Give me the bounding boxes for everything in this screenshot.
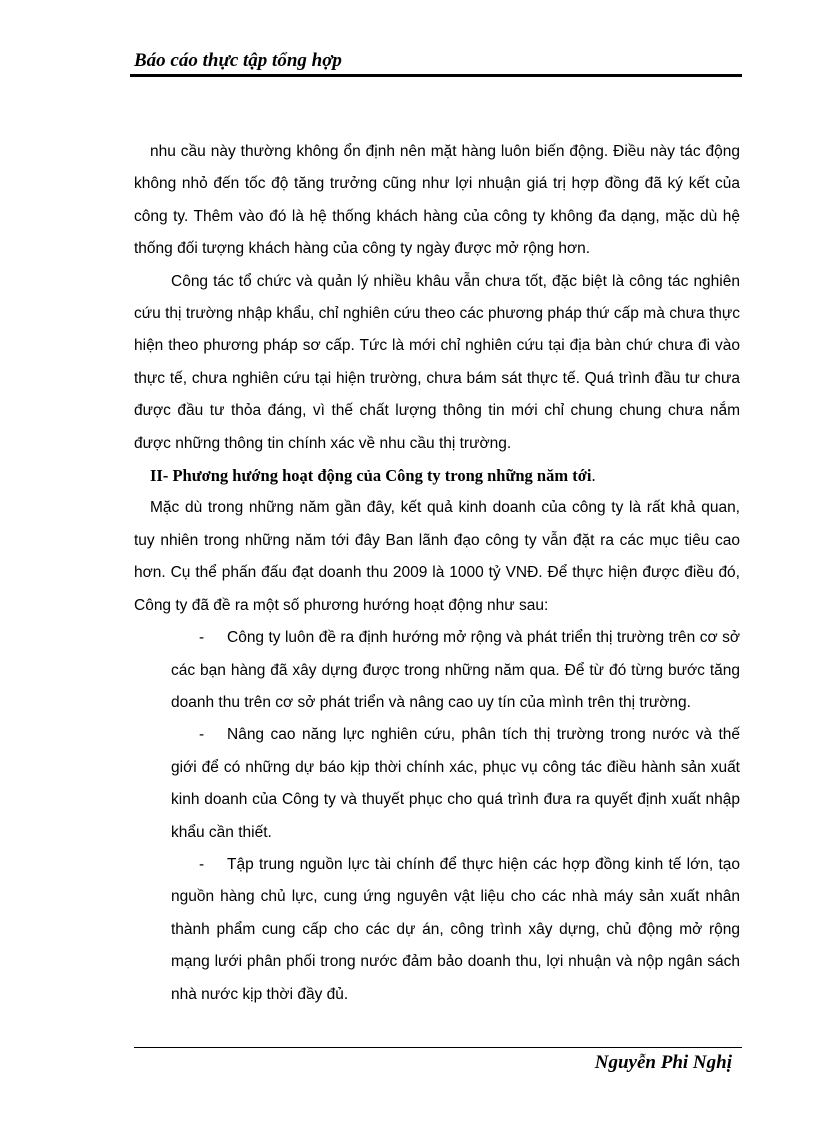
list-item-text: Nâng cao năng lực nghiên cứu, phân tích thị trường trong nước và thế giới để có những dự báo kịp thời chính xác, phục vụ công tác điều hành sản xuất kinh doanh của Công ty và thuyết phục cho quá trình đưa ra quyết định xuất nhập khẩu cần thiết. (171, 726, 740, 841)
bullet-dash: - (199, 629, 205, 647)
footer-divider (134, 1047, 742, 1048)
page-header-title: Báo cáo thực tập tổng hợp (134, 50, 342, 71)
section-heading (134, 460, 740, 492)
paragraph-organization-issues: Công tác tổ chức và quản lý nhiều khâu vẫn chưa tốt, đặc biệt là công tác nghiên cứu thị trường nhập khẩu, chỉ nghiên cứu theo các phương pháp thứ cấp mà chưa thực hiện theo phương pháp sơ cấp. Tức là mới chỉ nghiên cứu tại địa bàn chứ chưa đi vào thực tế, chưa nghiên cứu tại hiện trường, chưa bám sát thực tế. Quá trình đầu tư chưa được đầu tư thỏa đáng, vì thế chất lượng thông tin mới chỉ chung chung chưa nắm được những thông tin chính xác về nhu cầu thị trường. (134, 272, 740, 452)
header-divider (130, 74, 742, 77)
direction-list (134, 622, 740, 1011)
bullet-dash: - (199, 726, 205, 744)
list-item-text: Tập trung nguồn lực tài chính để thực hiện các hợp đồng kinh tế lớn, tạo nguồn hàng chủ lực, cung ứng nguyên vật liệu cho các nhà máy sản xuất nhân thành phẩm cung cấp cho các dự án, công trình xây dựng, chủ động mở rộng mạng lưới phân phối trong nước đảm bảo doanh thu, lợi nhuận và nộp ngân sách nhà nước kịp thời đầy đủ. (171, 855, 740, 1003)
paragraph-goals: Mặc dù trong những năm gần đây, kết quả kinh doanh của công ty là rất khả quan, tuy nhiên trong những năm tới đây Ban lãnh đạo công ty vẫn đặt ra các mục tiêu cao hơn. Cụ thể phấn đấu đạt doanh thu 2009 là 1000 tỷ VNĐ. Để thực hiện được điều đó, Công ty đã đề ra một số phương hướng hoạt động như sau: (134, 499, 740, 614)
section-heading-period: . (591, 466, 596, 486)
list-item (171, 622, 740, 719)
list-item-text: Công ty luôn đề ra định hướng mở rộng và phát triển thị trường trên cơ sở các bạn hàng đã xây dựng được trong những năm qua. Để từ đó từng bước tăng doanh thu trên cơ sở phát triển và nâng cao uy tín của mình trên thị trường. (171, 629, 740, 711)
paragraph-continuation: nhu cầu này thường không ổn định nên mặt hàng luôn biến động. Điều này tác động không nhỏ đến tốc độ tăng trưởng cũng như lợi nhuận giá trị hợp đồng đã ký kết của công ty. Thêm vào đó là hệ thống khách hàng của công ty không đa dạng, mặc dù hệ thống đối tượng khách hàng của công ty ngày được mở rộng hơn. (134, 143, 740, 258)
document-body (134, 136, 740, 1011)
section-heading-text: II- Phương hướng hoạt động của Công ty trong những năm tới (150, 466, 592, 486)
list-item (171, 849, 740, 1011)
bullet-dash: - (199, 855, 205, 873)
list-item (171, 719, 740, 849)
footer-author-name: Nguyễn Phi Nghị (594, 1052, 732, 1073)
